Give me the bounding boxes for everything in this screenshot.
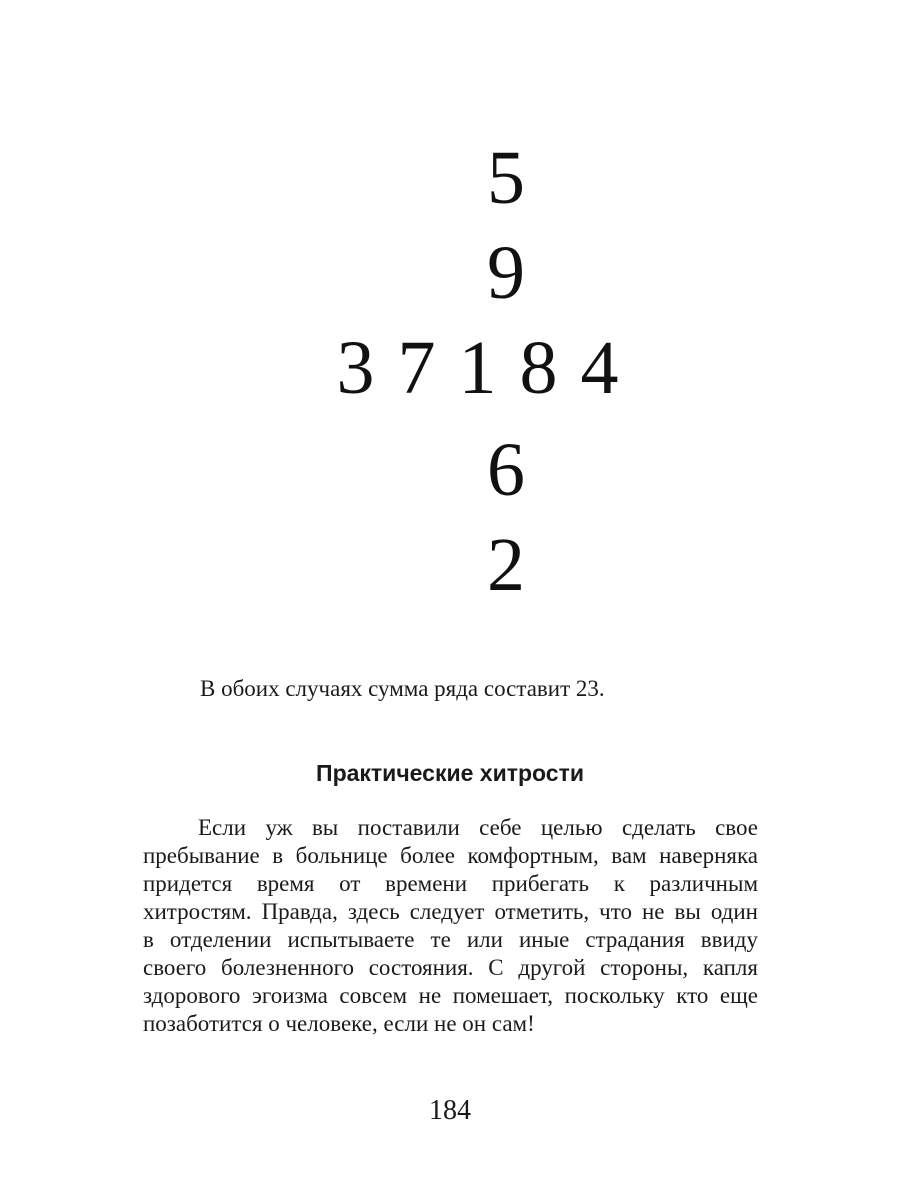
cross-digit-bottom-2: 2 — [487, 523, 525, 607]
section-heading: Практические хитрости — [316, 760, 584, 786]
cross-digit-row-5: 4 — [580, 326, 619, 410]
paragraph-line: хитростям. Правда, здесь следует отметить, что не вы один — [143, 899, 758, 924]
paragraph-line: придется время от времени прибегать к различным — [143, 871, 758, 896]
page-number: 184 — [429, 1095, 471, 1126]
cross-digit-top-2: 9 — [487, 231, 525, 315]
cross-digit-row-2: 7 — [397, 326, 436, 410]
paragraph-line: Если уж вы поставили себе целью сделать свое — [198, 815, 758, 840]
paragraph-line: здорового эгоизма совсем не помешает, поскольку кто еще — [143, 983, 758, 1008]
summary-text: В обоих случаях сумма ряда составит 23. — [200, 676, 605, 701]
cross-digit-row-1: 3 — [336, 326, 375, 410]
cross-middle-row — [325, 326, 630, 410]
paragraph-line: пребывание в больнице более комфортным, вам наверняка — [143, 843, 758, 868]
cross-digit-row-3: 1 — [458, 326, 497, 410]
cross-digit-bottom-1: 6 — [487, 428, 525, 512]
cross-digit-row-4: 8 — [519, 326, 558, 410]
paragraph-line: своего болезненного состояния. С другой стороны, капля — [143, 955, 758, 980]
paragraph-line: позаботится о человеке, если не он сам! — [143, 1011, 535, 1036]
cross-digit-top-1: 5 — [487, 136, 525, 220]
body-paragraph — [143, 814, 758, 1038]
paragraph-line: в отделении испытываете те или иные страдания ввиду — [143, 927, 758, 952]
